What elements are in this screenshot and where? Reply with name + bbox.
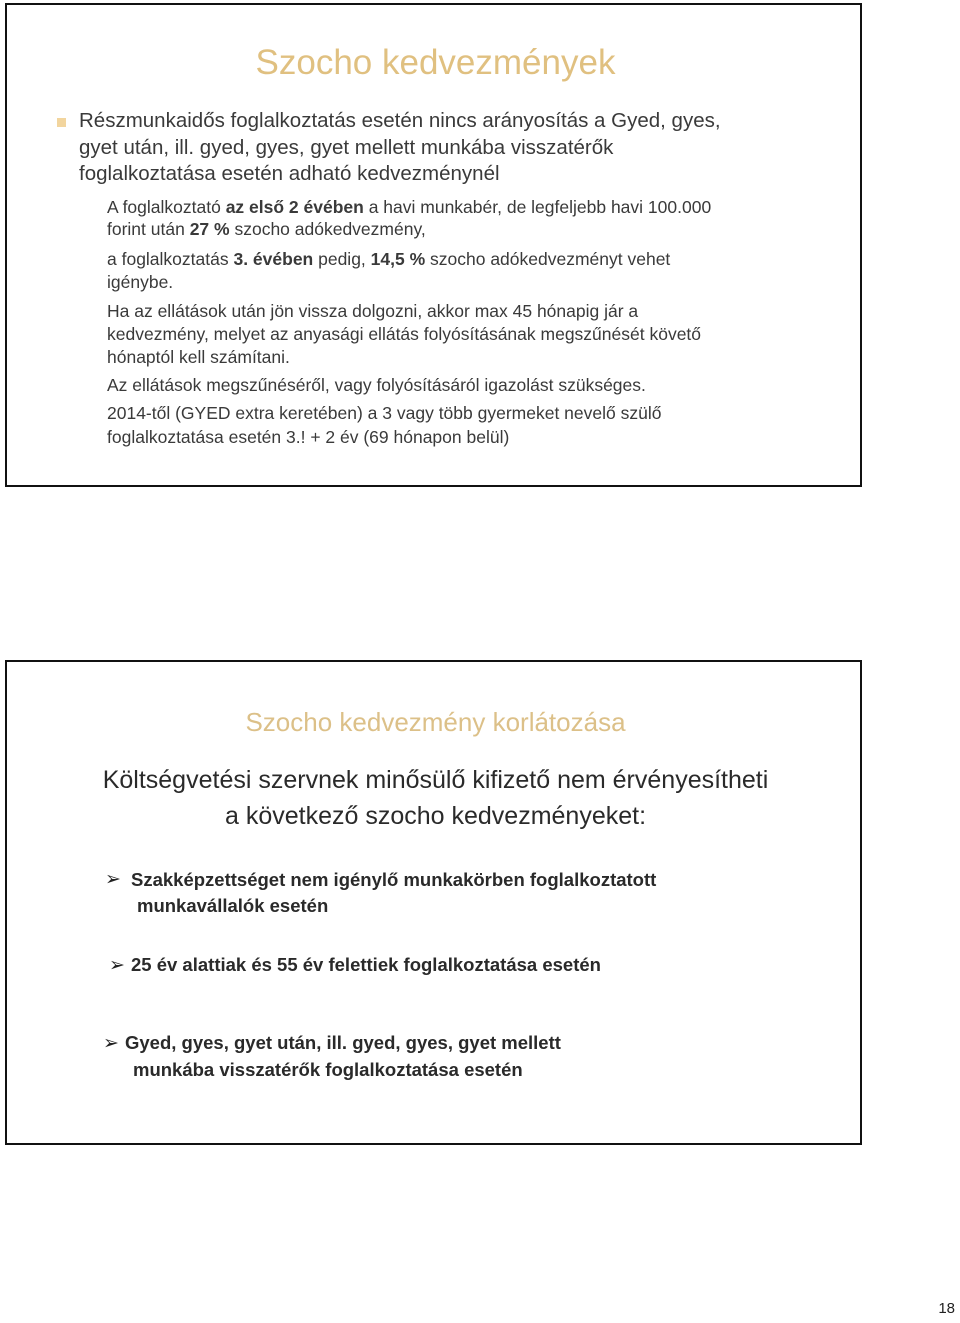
restriction-item-line: munkavállalók esetén	[137, 895, 329, 916]
sub-paragraph-line	[107, 219, 426, 240]
emphasis: 27 %	[189, 219, 230, 239]
page-number: 18	[938, 1300, 955, 1317]
arrow-bullet-icon: ➢	[105, 869, 121, 890]
text-run: a foglalkoztatás	[107, 249, 234, 269]
text-run: a havi munkabér, de legfeljebb havi 100.000	[363, 197, 712, 217]
text-run: szocho adókedvezményt vehet	[425, 249, 671, 269]
square-bullet-icon	[57, 118, 66, 127]
slide-1	[5, 3, 862, 487]
sub-paragraph-line: hónaptól kell számítani.	[107, 347, 290, 367]
sub-paragraph-line: kedvezmény, melyet az anyasági ellátás folyósításának megszűnését követő	[107, 324, 702, 344]
slide-title: Szocho kedvezmények	[255, 43, 616, 82]
sub-paragraph-line	[107, 249, 670, 270]
sub-paragraph-line: foglalkoztatása esetén 3.! + 2 év (69 hónapon belül)	[107, 427, 510, 447]
emphasis: 14,5 %	[370, 249, 426, 269]
restriction-item-line: Szakképzettséget nem igénylő munkakörben foglalkoztatott	[131, 869, 657, 890]
restriction-item-line: Gyed, gyes, gyet után, ill. gyed, gyes, gyet mellett	[125, 1032, 561, 1053]
restriction-item-line: munkába visszatérők foglalkoztatása esetén	[133, 1059, 523, 1080]
sub-paragraph-line: Ha az ellátások után jön vissza dolgozni, akkor max 45 hónapig jár a	[107, 301, 639, 321]
text-run: A foglalkoztató	[107, 197, 226, 217]
arrow-bullet-icon: ➢	[109, 955, 125, 976]
text-run: szocho adókedvezmény,	[229, 219, 426, 239]
sub-paragraph-line	[107, 197, 711, 218]
slide-title: Szocho kedvezmény korlátozása	[245, 707, 626, 737]
sub-paragraph-line: 2014-től (GYED extra keretében) a 3 vagy több gyermeket nevelő szülő	[107, 403, 662, 423]
emphasis: 3. évében	[233, 249, 314, 269]
restriction-item-line: 25 év alattiak és 55 év felettiek foglalkoztatása esetén	[131, 954, 601, 975]
sub-paragraph-line: igénybe.	[107, 272, 174, 292]
bullet-text-line: gyet után, ill. gyed, gyes, gyet mellett munkába visszatérők	[79, 136, 614, 159]
intro-text-line: Költségvetési szervnek minősülő kifizető nem érvényesítheti	[102, 766, 769, 794]
text-run: forint után	[107, 219, 190, 239]
sub-paragraph-line: Az ellátások megszűnéséről, vagy folyósításáról igazolást szükséges.	[107, 375, 646, 395]
bullet-text-line: Részmunkaidős foglalkoztatás esetén nincs arányosítás a Gyed, gyes,	[79, 109, 721, 132]
intro-text-line: a következő szocho kedvezményeket:	[224, 802, 647, 830]
slide-2	[5, 660, 862, 1145]
bullet-text-line: foglalkoztatása esetén adható kedvezménynél	[79, 162, 500, 185]
emphasis: az első 2 évében	[225, 197, 364, 217]
text-run: pedig,	[313, 249, 371, 269]
arrow-bullet-icon: ➢	[103, 1033, 119, 1054]
